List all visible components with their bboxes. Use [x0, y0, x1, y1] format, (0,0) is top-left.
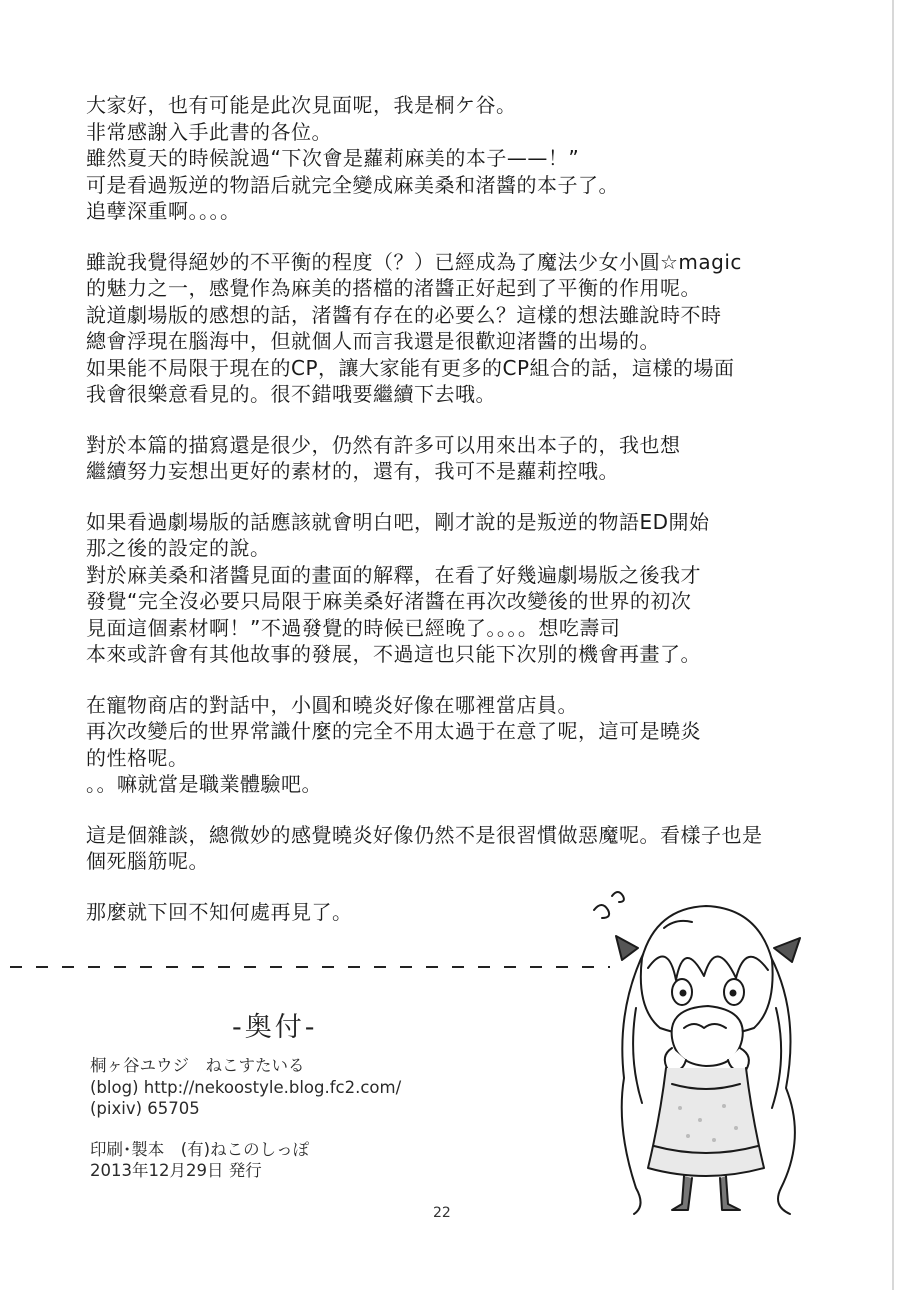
- text-line: 如果能不局限于現在的CP，讓大家能有更多的CP組合的話，這樣的場面: [86, 355, 735, 380]
- text-line: 總會浮現在腦海中，但就個人而言我還是很歡迎渚醬的出場的。: [86, 329, 660, 353]
- text-line: 發覺“完全沒必要只局限于麻美桑好渚醬在再次改變後的世界的初次: [86, 589, 692, 613]
- text-line: 說道劇場版的感想的話，渚醬有存在的必要么？這樣的想法雖說時不時: [86, 302, 722, 327]
- paragraph-balance: [86, 249, 816, 408]
- afterword-text: [86, 92, 816, 949]
- colophon-printer: 印刷･製本 (有)ねこのしっぽ: [90, 1139, 310, 1159]
- text-line: 雖說我覺得絕妙的不平衡的程度（？）已經成為了魔法少女小圓☆magic: [86, 249, 742, 274]
- colophon-blog: (blog) http://nekoostyle.blog.fc2.com/: [90, 1077, 402, 1097]
- paragraph-pet-shop: [86, 692, 816, 798]
- dashed-divider: [10, 966, 610, 968]
- text-line: 見面這個素材啊！”不過發覺的時候已經晚了。。。。想吃壽司: [86, 615, 621, 640]
- text-line: 那麼就下回不知何處再見了。: [86, 899, 353, 924]
- paragraph-chat: [86, 822, 816, 875]
- text-line: 如果看過劇場版的話應該就會明白吧，剛才說的是叛逆的物語ED開始: [86, 509, 710, 534]
- text-line: 雖然夏天的時候說過“下次會是蘿莉麻美的本子——！”: [86, 146, 580, 170]
- text-line: 對於麻美桑和渚醬見面的畫面的解釋，在看了好幾遍劇場版之後我才: [86, 562, 701, 587]
- text-line: 大家好，也有可能是此次見面呢，我是桐ケ谷。: [86, 93, 517, 117]
- paragraph-movie: [86, 509, 816, 668]
- text-line: 可是看過叛逆的物語后就完全變成麻美桑和渚醬的本子了。: [86, 172, 619, 197]
- colophon-author: 桐ヶ谷ユウジ ねこすたいる: [90, 1056, 305, 1075]
- text-line: 那之後的設定的說。: [86, 536, 271, 560]
- chibi-girl-illustration: [576, 888, 826, 1218]
- page-number: 22: [433, 1205, 451, 1221]
- colophon-block: [90, 1055, 401, 1182]
- paragraph-main-story: [86, 432, 816, 485]
- text-line: 個死腦筋呢。: [86, 849, 209, 873]
- text-line: 在寵物商店的對話中，小圓和曉炎好像在哪裡當店員。: [86, 692, 578, 717]
- text-line: 再次改變后的世界常識什麼的完全不用太過于在意了呢，這可是曉炎: [86, 719, 701, 743]
- text-line: 的魅力之一，感覺作為麻美的搭檔的渚醬正好起到了平衡的作用呢。: [86, 276, 701, 300]
- text-line: 。。嘛就當是職業體驗吧。: [86, 772, 322, 796]
- text-line: 追孽深重啊。。。。: [86, 199, 241, 223]
- text-line: 本來或許會有其他故事的發展，不過這也只能下次別的機會再畫了。: [86, 642, 701, 666]
- text-line: 的性格呢。: [86, 745, 189, 770]
- text-line: 繼續努力妄想出更好的素材的，還有，我可不是蘿莉控哦。: [86, 459, 619, 483]
- text-line: 非常感謝入手此書的各位。: [86, 119, 332, 144]
- text-line: 我會很樂意看見的。很不錯哦要繼續下去哦。: [86, 382, 496, 406]
- text-line: 對於本篇的描寫還是很少，仍然有許多可以用來出本子的，我也想: [86, 432, 681, 457]
- colophon-title: -奥付-: [232, 1012, 318, 1043]
- colophon-pixiv: (pixiv) 65705: [90, 1099, 200, 1118]
- paragraph-greeting: [86, 92, 816, 225]
- colophon-date: 2013年12月29日 発行: [90, 1161, 262, 1180]
- page-edge-shadow: [892, 0, 894, 1290]
- text-line: 這是個雜談，總微妙的感覺曉炎好像仍然不是很習慣做惡魔呢。看樣子也是: [86, 822, 763, 847]
